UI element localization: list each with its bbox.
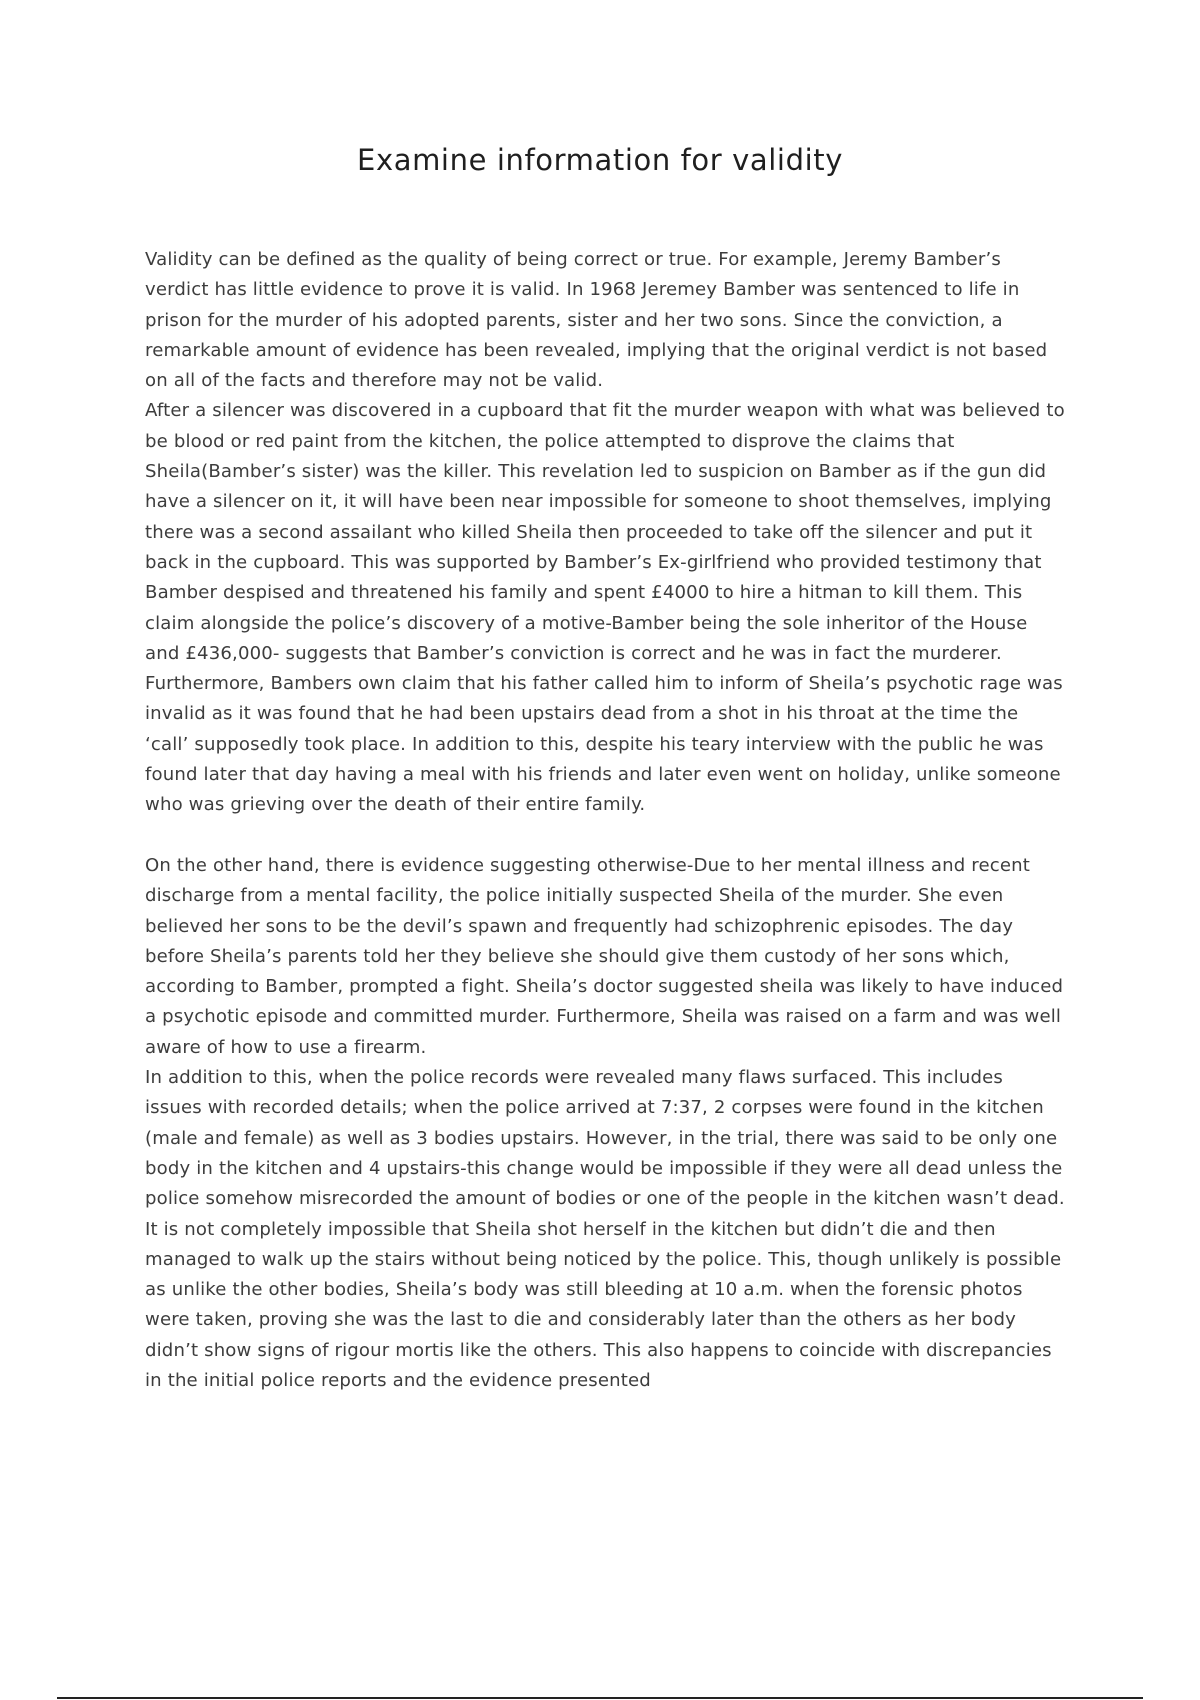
- paragraph-silencer-evidence: After a silencer was discovered in a cupboard that fit the murder weapon with what was believed to be blood or red paint from the kitchen, the police attempted to disprove the claims that Sheila(Bamber’s sister) was the killer. This revelation led to suspicion on Bamber as if the gun did have a silencer on it, it will have been near impossible for someone to shoot themselves, implying there was a second assailant who killed Sheila then proceeded to take off the silencer and put it back in the cupboard. This was supported by Bamber’s Ex-girlfriend who provided testimony that Bamber despised and threatened his family and spent £4000 to hire a hitman to kill them. This claim alongside the police’s discovery of a motive-Bamber being the sole inheritor of the House and £436,000- suggests that Bamber’s conviction is correct and he was in fact the murderer. Furthermore, Bambers own claim that his father called him to inform of Sheila’s psychotic rage was invalid as it was found that he had been upstairs dead from a shot in his throat at the time the ‘call’ supposedly took place. In addition to this, despite his teary interview with the public he was found later that day having a meal with his friends and later even went on holiday, unlike someone who was grieving over the death of their entire family.: [145, 400, 1065, 816]
- document-body: [145, 245, 1065, 1396]
- page-title: Examine information for validity: [357, 143, 843, 177]
- paragraph-police-records: In addition to this, when the police records were revealed many flaws surfaced. This includes issues with recorded details; when the police arrived at 7:37, 2 corpses were found in the kitchen (male and female) as well as 3 bodies upstairs. However, in the trial, there was said to be only one body in the kitchen and 4 upstairs-this change would be impossible if they were all dead unless the police somehow misrecorded the amount of bodies or one of the people in the kitchen wasn’t dead. It is not completely impossible that Sheila shot herself in the kitchen but didn’t die and then managed to walk up the stairs without being noticed by the police. This, though unlikely is possible as unlike the other bodies, Sheila’s body was still bleeding at 10 a.m. when the forensic photos were taken, proving she was the last to die and considerably later than the others as her body didn’t show signs of rigour mortis like the others. This also happens to coincide with discrepancies in the initial police reports and the evidence presented: [145, 1067, 1065, 1391]
- paragraph-validity-definition: Validity can be defined as the quality of being correct or true. For example, Jeremy Bamber’s verdict has little evidence to prove it is valid. In 1968 Jeremey Bamber was sentenced to life in prison for the murder of his adopted parents, sister and her two sons. Since the conviction, a remarkable amount of evidence has been revealed, implying that the original verdict is not based on all of the facts and therefore may not be valid.: [145, 249, 1048, 392]
- footer-divider: [57, 1697, 1143, 1699]
- paragraph-counter-evidence: On the other hand, there is evidence suggesting otherwise-Due to her mental illness and recent discharge from a mental facility, the police initially suspected Sheila of the murder. She even believed her sons to be the devil’s spawn and frequently had schizophrenic episodes. The day before Sheila’s parents told her they believe she should give them custody of her sons which, according to Bamber, prompted a fight. Sheila’s doctor suggested sheila was likely to have induced a psychotic episode and committed murder. Furthermore, Sheila was raised on a farm and was well aware of how to use a firearm.: [145, 854, 1064, 1058]
